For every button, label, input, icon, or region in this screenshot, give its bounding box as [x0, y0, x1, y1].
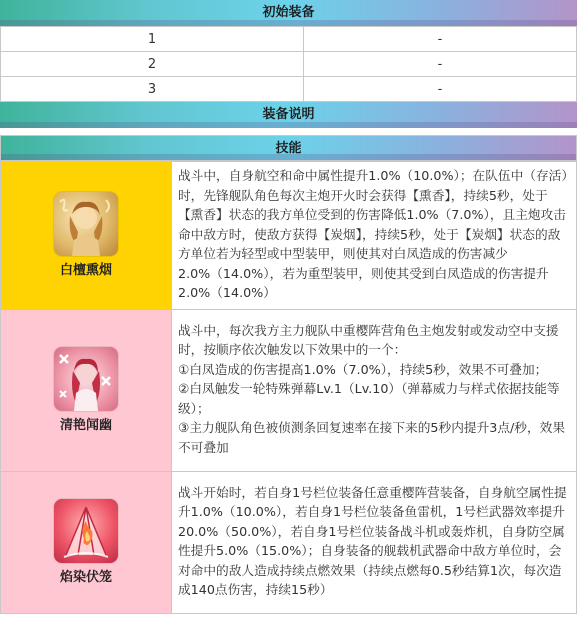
skill-description: 战斗中，每次我方主力舰队中重樱阵营角色主炮发射或发动空中支援时，按顺序依次触发以下效果中的一个： ①白凤造成的伤害提高1.0%（7.0%），持续5秒，效果不可叠加； ②白凤触发一轮特殊弹幕Lv.1（Lv.10）（弹幕威力与样式依据技能等级）； ③主力舰队角色被侦测条回复速率在接下来的5秒内提升3点/秒，效果不可叠加 — [172, 309, 577, 471]
skill-icon-cell — [1, 309, 172, 471]
equipment-value: - — [304, 27, 577, 52]
equipment-note-title: 装备说明 — [262, 107, 315, 122]
initial-equipment-title: 初始装备 — [262, 5, 315, 20]
skill-icon-cell — [1, 471, 172, 613]
skill-icon-cell — [1, 162, 172, 310]
equipment-note-header — [0, 102, 577, 128]
skill-name: 白檀熏烟 — [59, 263, 112, 279]
table-row — [1, 52, 577, 77]
equipment-value: - — [304, 77, 577, 102]
equipment-slot: 3 — [1, 77, 304, 102]
character-portrait-skill-icon — [54, 347, 118, 411]
table-row — [1, 27, 577, 52]
sandalwood-smoke-skill-icon — [54, 192, 118, 256]
skill-name: 清艳闻幽 — [59, 418, 112, 433]
table-row — [1, 77, 577, 102]
initial-equipment-header — [0, 0, 577, 26]
equipment-value: - — [304, 52, 577, 77]
skill-row — [1, 471, 577, 613]
skill-row — [1, 309, 577, 471]
equipment-slot: 1 — [1, 27, 304, 52]
equipment-slot: 2 — [1, 52, 304, 77]
skills-title: 技能 — [275, 141, 302, 156]
skill-description: 战斗开始时，若自身1号栏位装备任意重樱阵营装备，自身航空属性提升1.0%（10.0%），若自身1号栏位装备鱼雷机，1号栏武器效率提升20.0%（50.0%），若自身1号栏位装备战斗机或轰炸机，自身防空属性提升5.0%（15.0%）；自身装备的舰载机武器命中敌方单位时，会对命中的敌人造成持续点燃效果（持续点燃每0.5秒结算1次，每次造成140点伤害，持续15秒） — [172, 471, 577, 613]
skill-row — [1, 162, 577, 310]
skills-table — [0, 161, 577, 614]
skill-description: 战斗中，自身航空和命中属性提升1.0%（10.0%）；在队伍中（存活）时，先锋舰队角色每次主炮开火时会获得【熏香】，持续5秒，处于【熏香】状态的我方单位受到的伤害降低1.0%（7.0%），且主炮攻击命中敌方时，使敌方获得【炭烟】，持续5秒，处于【炭烟】状态的敌方单位若为轻型或中型装甲，则使其对白凤造成的伤害减少2.0%（14.0%），若为重型装甲，则使其受到白凤造成的伤害提升2.0%（14.0%） — [172, 162, 577, 310]
flame-cage-skill-icon — [54, 499, 118, 563]
skills-header — [0, 135, 577, 161]
initial-equipment-table — [0, 26, 577, 102]
skill-name: 焰染伏笼 — [59, 570, 112, 585]
